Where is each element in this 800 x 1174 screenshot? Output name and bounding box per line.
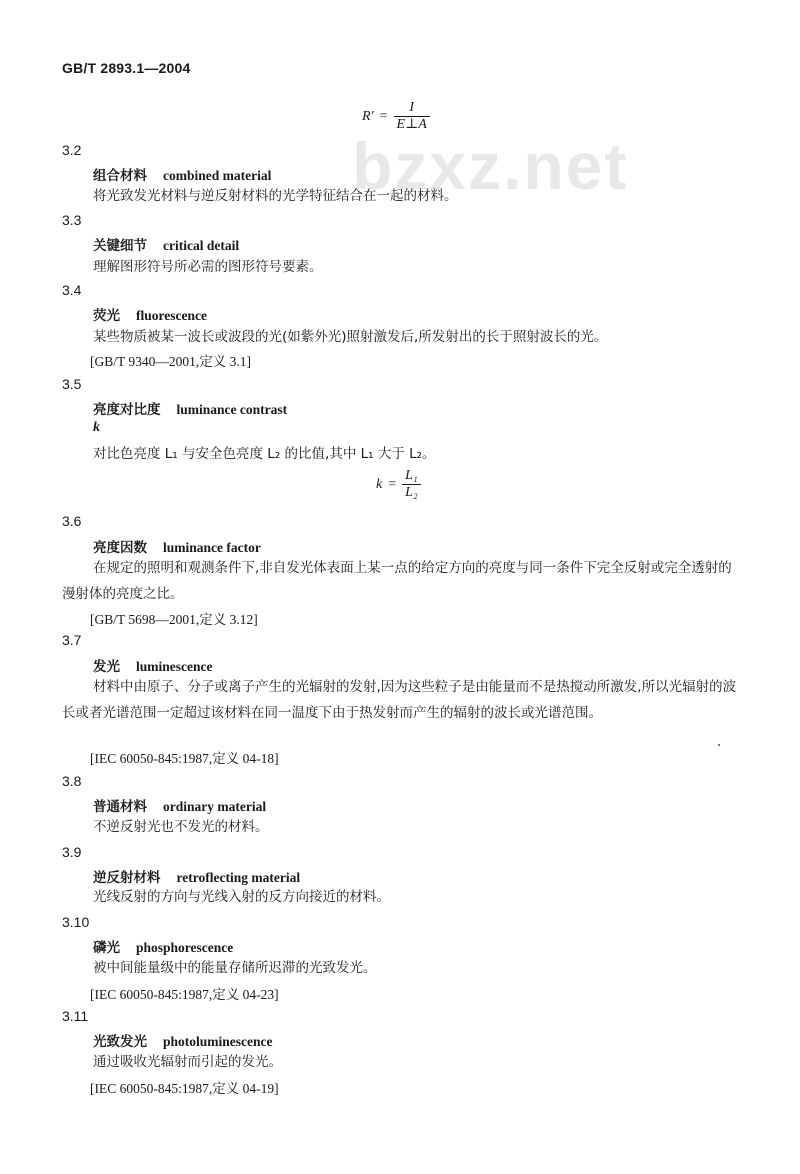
formula-lhs: R′	[362, 108, 374, 124]
source-reference: [IEC 60050-845:1987,定义 04-18]	[90, 751, 279, 766]
clause-number: 3.9	[62, 844, 82, 860]
term-zh: 亮度因数	[93, 540, 147, 556]
clause-number: 3.11	[62, 1008, 89, 1024]
term-symbol: k	[93, 420, 100, 435]
term-heading	[93, 536, 261, 556]
term-en: combined material	[163, 168, 272, 183]
definition-text: 在规定的照明和观测条件下,非自发光体表面上某一点的给定方向的亮度与同一条件下完全反射或完全透射的漫射体的亮度之比。	[62, 560, 732, 602]
source-reference: [GB/T 5698—2001,定义 3.12]	[90, 612, 258, 627]
formula-numerator: I	[394, 100, 430, 117]
term-zh: 逆反射材料	[93, 870, 161, 886]
formula-denominator: L₂	[405, 485, 418, 500]
term-heading	[93, 866, 300, 886]
term-heading	[93, 304, 207, 324]
definition-text: 不逆反射光也不发光的材料。	[93, 819, 269, 835]
scan-speck	[718, 744, 720, 746]
standard-number-header: GB/T 2893.1—2004	[62, 60, 191, 76]
term-en: luminance contrast	[176, 402, 288, 417]
term-zh: 光致发光	[93, 1034, 147, 1050]
term-en: critical detail	[163, 238, 240, 253]
clause-number: 3.7	[62, 632, 82, 648]
formula-luminance-contrast	[376, 468, 421, 501]
term-heading	[93, 1030, 273, 1050]
term-zh: 亮度对比度	[93, 402, 161, 418]
clause-number: 3.10	[62, 914, 90, 930]
source-reference: [GB/T 9340—2001,定义 3.1]	[90, 354, 251, 369]
term-heading	[93, 398, 287, 418]
watermark: bzxz.net	[352, 129, 629, 203]
term-zh: 荧光	[93, 308, 120, 324]
term-zh: 关键细节	[93, 238, 147, 254]
formula-denominator: E⊥A	[396, 117, 427, 132]
term-en: photoluminescence	[163, 1034, 273, 1049]
term-en: retroflecting material	[176, 870, 301, 885]
term-zh: 发光	[93, 659, 120, 675]
clause-number: 3.4	[62, 282, 82, 298]
definition-text: 材料中由原子、分子或离子产生的光辐射的发射,因为这些粒子是由能量而不是热搅动所激发,所以光辐射的波长或者光谱范围一定超过该材料在同一温度下由于热发射而产生的辐射的波长或光谱范围。	[62, 679, 737, 721]
clause-number: 3.6	[62, 513, 82, 529]
clause-number: 3.2	[62, 142, 82, 158]
definition-text: 光线反射的方向与光线入射的反方向接近的材料。	[93, 889, 390, 905]
source-reference: [IEC 60050-845:1987,定义 04-23]	[90, 987, 279, 1002]
term-heading	[93, 795, 266, 815]
source-reference: [IEC 60050-845:1987,定义 04-19]	[90, 1081, 279, 1096]
term-zh: 磷光	[93, 940, 120, 956]
term-heading	[93, 655, 213, 675]
term-heading	[93, 234, 239, 254]
definition-text: 对比色亮度 L₁ 与安全色亮度 L₂ 的比值,其中 L₁ 大于 L₂。	[93, 446, 436, 462]
definition-text: 被中间能量级中的能量存储所迟滞的光致发光。	[93, 960, 377, 976]
term-en: ordinary material	[163, 799, 267, 814]
term-zh: 普通材料	[93, 799, 147, 815]
term-heading	[93, 936, 233, 956]
formula-retroreflection	[362, 100, 430, 133]
clause-number: 3.8	[62, 773, 82, 789]
term-heading	[93, 164, 271, 184]
formula-lhs: k	[376, 476, 383, 492]
formula-equals: =	[379, 108, 388, 124]
clause-number: 3.3	[62, 212, 82, 228]
formula-numerator: L₁	[402, 468, 421, 485]
term-en: luminescence	[136, 659, 213, 674]
term-en: luminance factor	[163, 540, 261, 555]
definition-text: 通过吸收光辐射而引起的发光。	[93, 1054, 282, 1070]
definition-text: 将光致发光材料与逆反射材料的光学特征结合在一起的材料。	[93, 188, 458, 204]
clause-number: 3.5	[62, 376, 82, 392]
formula-equals: =	[388, 476, 397, 492]
definition-text: 理解图形符号所必需的图形符号要素。	[93, 259, 323, 275]
term-en: fluorescence	[136, 308, 207, 323]
term-en: phosphorescence	[136, 940, 234, 955]
term-zh: 组合材料	[93, 168, 147, 184]
definition-text: 某些物质被某一波长或波段的光(如紫外光)照射激发后,所发射出的长于照射波长的光。	[93, 329, 608, 345]
